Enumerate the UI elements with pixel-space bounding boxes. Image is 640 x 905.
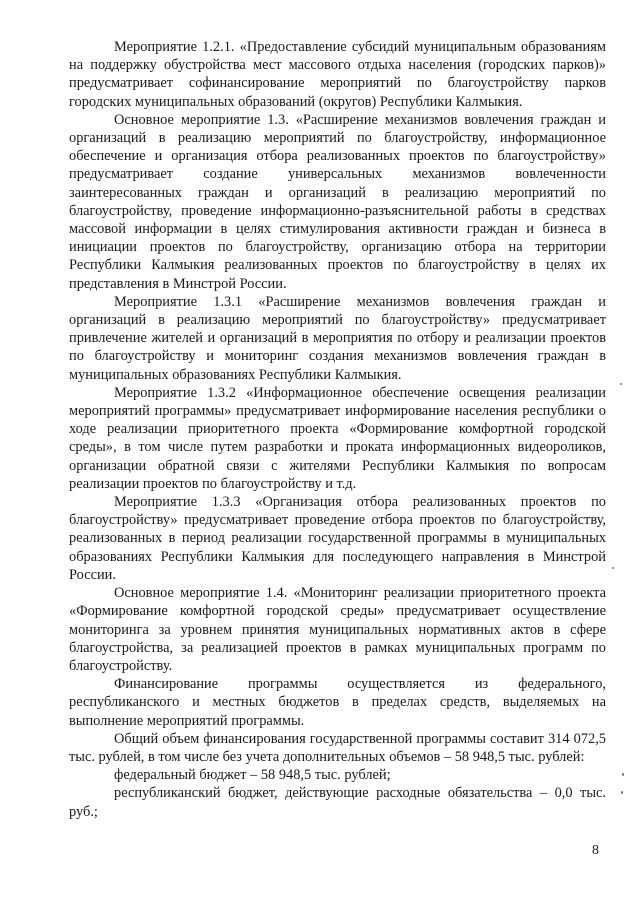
scan-speck [612, 567, 614, 569]
document-body [69, 38, 606, 821]
paragraph-1-3: Основное мероприятие 1.3. «Расширение механизмов вовлечения граждан и организаций в реализацию мероприятий по благоустройству, информационное обеспечение и организация отбора реализованных проектов по благоустройству» предусматривает создание универсальных механизмов вовлеченности заинтересованных граждан и организаций в реализацию мероприятий по благоустройству, проведение информационно-разъяснительной работы в средствах массовой информации в целях стимулирования активности граждан и бизнеса в инициации проектов по благоустройству, организацию отбора на территории Республики Калмыкия реализованных проектов по благоустройству в целях их представления в Минстрой России. [69, 111, 606, 292]
paragraph-republican-budget: республиканский бюджет, действующие расходные обязательства – 0,0 тыс. руб.; [69, 785, 606, 820]
paragraph-total-volume: Общий объем финансирования государственной программы составит 314 072,5 тыс. рублей, в том числе без учета дополнительных объемов – 58 948,5 тыс. рублей: [69, 730, 606, 765]
scan-speck [620, 383, 622, 385]
scan-speck [622, 773, 624, 776]
scan-speck [621, 791, 623, 794]
page-number: 8 [592, 843, 599, 858]
paragraph-1-3-1: Мероприятие 1.3.1 «Расширение механизмов вовлечения граждан и организаций в реализацию мероприятий по благоустройству» предусматривает привлечение жителей и организаций в мероприятия по отбору и реализации проектов по благоустройству и мониторинг создания механизмов вовлечения граждан в муниципальных образованиях Республики Калмыкия. [69, 293, 606, 383]
paragraph-1-2-1: Мероприятие 1.2.1. «Предоставление субсидий муниципальным образованиям на поддержку обустройства мест массового отдыха населения (городских парков)» предусматривает софинансирование мероприятий по благоустройству парков городских муниципальных образований (округов) Республики Калмыкия. [69, 39, 606, 110]
paragraph-federal-budget: федеральный бюджет – 58 948,5 тыс. рублей; [114, 767, 391, 784]
paragraph-financing: Финансирование программы осуществляется из федерального, республиканского и местных бюджетов в пределах средств, выделяемых на выполнение мероприятий программы. [69, 676, 606, 729]
paragraph-1-3-3: Мероприятие 1.3.3 «Организация отбора реализованных проектов по благоустройству» предусматривает проведение отбора проектов по благоустройству, реализованных в период реализации государственной программы в муниципальных образованиях Республики Калмыкия для последующего направления в Минстрой России. [69, 494, 606, 583]
paragraph-1-3-2: Мероприятие 1.3.2 «Информационное обеспечение освещения реализации мероприятий программы» предусматривает информирование населения республики о ходе реализации приоритетного проекта «Формирование комфортной городской среды», в том числе путем разработки и проката информационных видеороликов, организации обратной связи с жителями Республики Калмыкия по вопросам реализации проектов по благоустройству и т.д. [69, 384, 606, 492]
paragraph-1-4: Основное мероприятие 1.4. «Мониторинг реализации приоритетного проекта «Формирование комфортной городской среды» предусматривает осуществление мониторинга за уровнем принятия муниципальных нормативных актов в сфере благоустройства, за реализацией проектов в рамках муниципальных программ по благоустройству. [69, 585, 606, 674]
